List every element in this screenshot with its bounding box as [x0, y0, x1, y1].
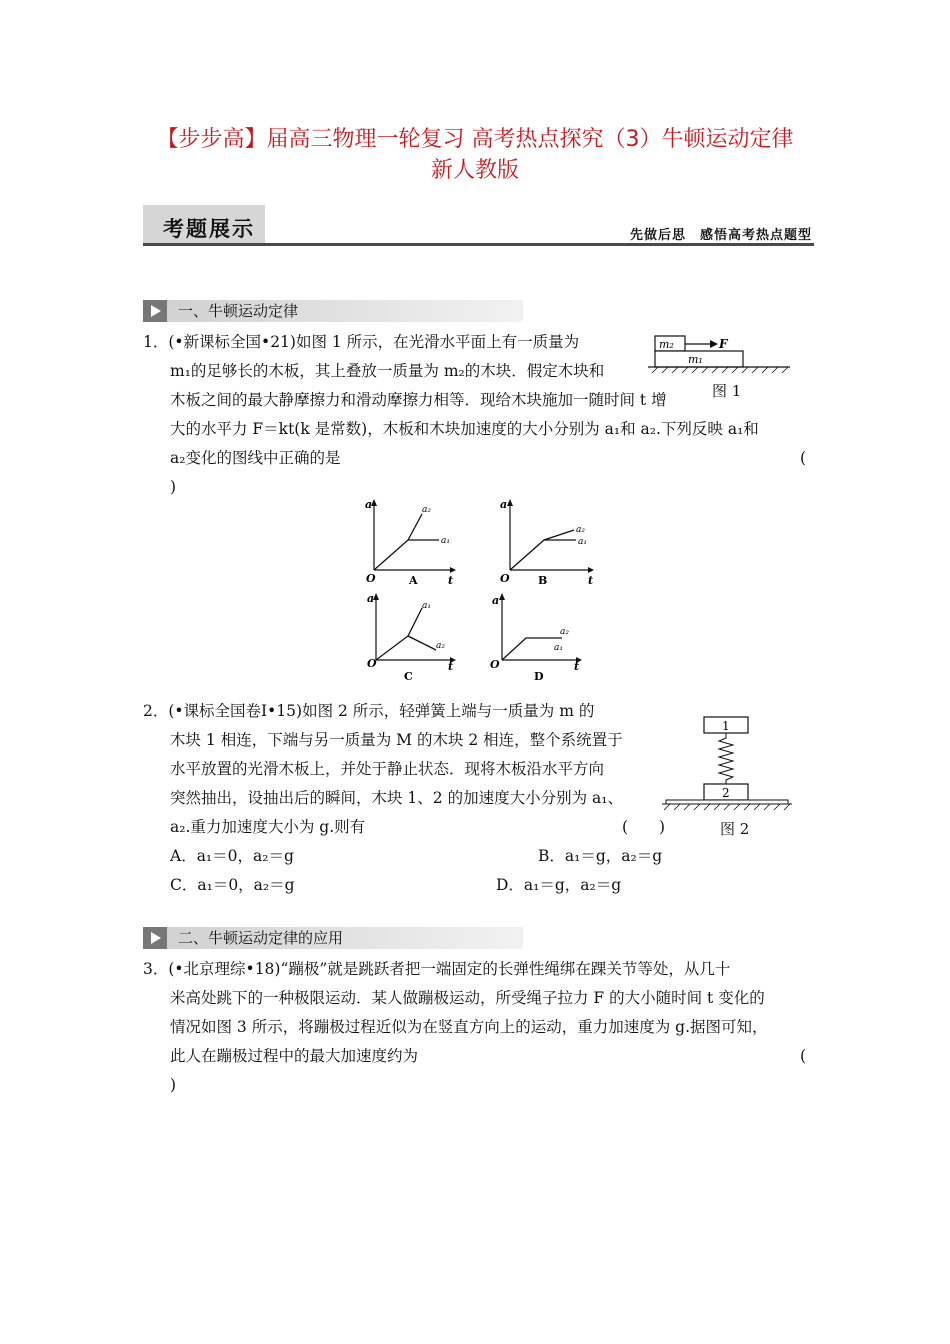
graph-B — [498, 496, 598, 588]
ground-hatch — [664, 804, 790, 810]
label-block-1: 1 — [722, 719, 730, 733]
q2-line: 水平放置的光滑木板上，并处于静止状态．现将木板沿水平方向 — [170, 760, 605, 778]
q2-line: 2．(•课标全国卷Ⅰ•15)如图 2 所示，轻弹簧上端与一质量为 m 的 — [143, 702, 595, 720]
q1-line: 1．(•新课标全国•21)如图 1 所示，在光滑水平面上有一质量为 — [143, 333, 580, 351]
axis-label-t: t — [588, 574, 594, 587]
q3-line: 情况如图 3 所示，将蹦极过程近似为在竖直方向上的运动，重力加速度为 g.据图可知， — [170, 1018, 768, 1036]
origin-label: O — [500, 572, 510, 585]
label-a1: a₁ — [441, 536, 450, 546]
axis-arrow-icon — [450, 567, 456, 573]
q3-line: 3．(•北京理综•18)“蹦极”就是跳跃者把一端固定的长弹性绳绑在踝关节等处，从几十 — [143, 960, 731, 978]
q1-line: 木板之间的最大静摩擦力和滑动摩擦力相等．现给木块施加一随时间 t 增 — [170, 391, 667, 409]
origin-label: O — [366, 572, 376, 585]
curve-a2 — [408, 636, 436, 650]
option-label: B — [538, 574, 548, 587]
q1-line: a₂变化的图线中正确的是 — [170, 449, 341, 467]
graph-C — [364, 592, 460, 684]
label-a1: a₁ — [578, 537, 587, 547]
option-A: A．a₁＝0，a₂＝g — [170, 847, 294, 865]
spring — [719, 733, 733, 784]
curve-a2 — [374, 514, 422, 570]
graph-A — [364, 496, 456, 588]
arrow-head-icon — [710, 340, 718, 348]
q3-line: 此人在蹦极过程中的最大加速度约为 — [170, 1047, 419, 1065]
label-a2: a₂ — [436, 641, 445, 651]
banner-title: 考题展示 — [163, 217, 255, 241]
banner-subtitle: 先做后思 感悟高考热点题型 — [629, 228, 812, 243]
page-title-line2: 新人教版 — [430, 158, 519, 183]
option-C: C．a₁＝0，a₂＝g — [170, 876, 295, 894]
page-title-line1: 【步步高】届高三物理一轮复习 高考热点探究（3）牛顿运动定律 — [156, 127, 794, 152]
label-a1: a₁ — [554, 643, 563, 653]
label-a1: a₁ — [422, 601, 431, 611]
section-title: 一、牛顿运动定律 — [178, 302, 299, 320]
answer-paren: ( ) — [622, 818, 666, 836]
option-D: D．a₁＝g，a₂＝g — [496, 876, 622, 894]
ground-hatch — [652, 367, 788, 373]
figure-2-diagram — [662, 712, 792, 812]
label-a2: a₂ — [422, 505, 431, 515]
axis-label-a: a — [500, 498, 508, 511]
option-label: A — [409, 574, 418, 587]
label-m2: m₂ — [659, 338, 674, 351]
graph-D — [486, 592, 586, 684]
axis-label-a: a — [367, 592, 375, 605]
figure-1-caption: 图 1 — [712, 382, 742, 400]
option-label: C — [404, 670, 413, 683]
label-m1: m₁ — [688, 353, 703, 366]
q1-line: m₁的足够长的木板，其上叠放一质量为 m₂的木块．假定木块和 — [170, 362, 605, 380]
label-a2: a₂ — [560, 627, 569, 637]
curve-a2 — [510, 530, 574, 570]
banner-rule — [143, 243, 814, 246]
axis-label-t: t — [448, 660, 454, 673]
q2-line: 突然抽出，设抽出后的瞬间，木块 1、2 的加速度大小分别为 a₁、 — [170, 789, 623, 807]
q3-line: 米高处跳下的一种极限运动．某人做蹦极运动，所受绳子拉力 F 的大小随时间 t 变化的 — [170, 989, 765, 1007]
label-a2: a₂ — [576, 525, 585, 535]
q1-line: 大的水平力 F＝kt(k 是常数)，木板和木块加速度的大小分别为 a₁和 a₂.下列反映 a₁和 — [170, 420, 759, 438]
origin-label: O — [367, 657, 377, 670]
label-block-2: 2 — [722, 786, 730, 800]
axis-label-a: a — [492, 594, 500, 607]
answer-paren-close: ) — [170, 478, 177, 496]
option-B: B．a₁＝g，a₂＝g — [538, 847, 663, 865]
answer-paren-open: ( — [800, 449, 807, 467]
answer-paren-open: ( — [800, 1047, 807, 1065]
play-arrow-icon — [143, 300, 167, 322]
label-F: F — [719, 337, 728, 351]
board — [666, 800, 788, 804]
curve-a2 — [502, 638, 562, 660]
axis-arrow-icon — [507, 499, 513, 506]
axis-label-t: t — [448, 574, 454, 587]
axis-label-t: t — [574, 660, 580, 673]
q2-line: 木块 1 相连，下端与另一质量为 M 的木块 2 相连，整个系统置于 — [170, 731, 623, 749]
axis-label-a: a — [365, 498, 373, 511]
curve-a1 — [376, 608, 422, 660]
section-title: 二、牛顿运动定律的应用 — [178, 929, 344, 947]
option-label: D — [534, 670, 544, 683]
play-arrow-icon — [143, 927, 167, 949]
answer-paren-close: ) — [170, 1076, 177, 1094]
figure-2-caption: 图 2 — [720, 820, 750, 838]
q2-line: a₂.重力加速度大小为 g.则有 — [170, 818, 366, 836]
axis-arrow-icon — [588, 567, 594, 573]
origin-label: O — [490, 658, 500, 671]
axis-arrow-icon — [499, 593, 505, 600]
